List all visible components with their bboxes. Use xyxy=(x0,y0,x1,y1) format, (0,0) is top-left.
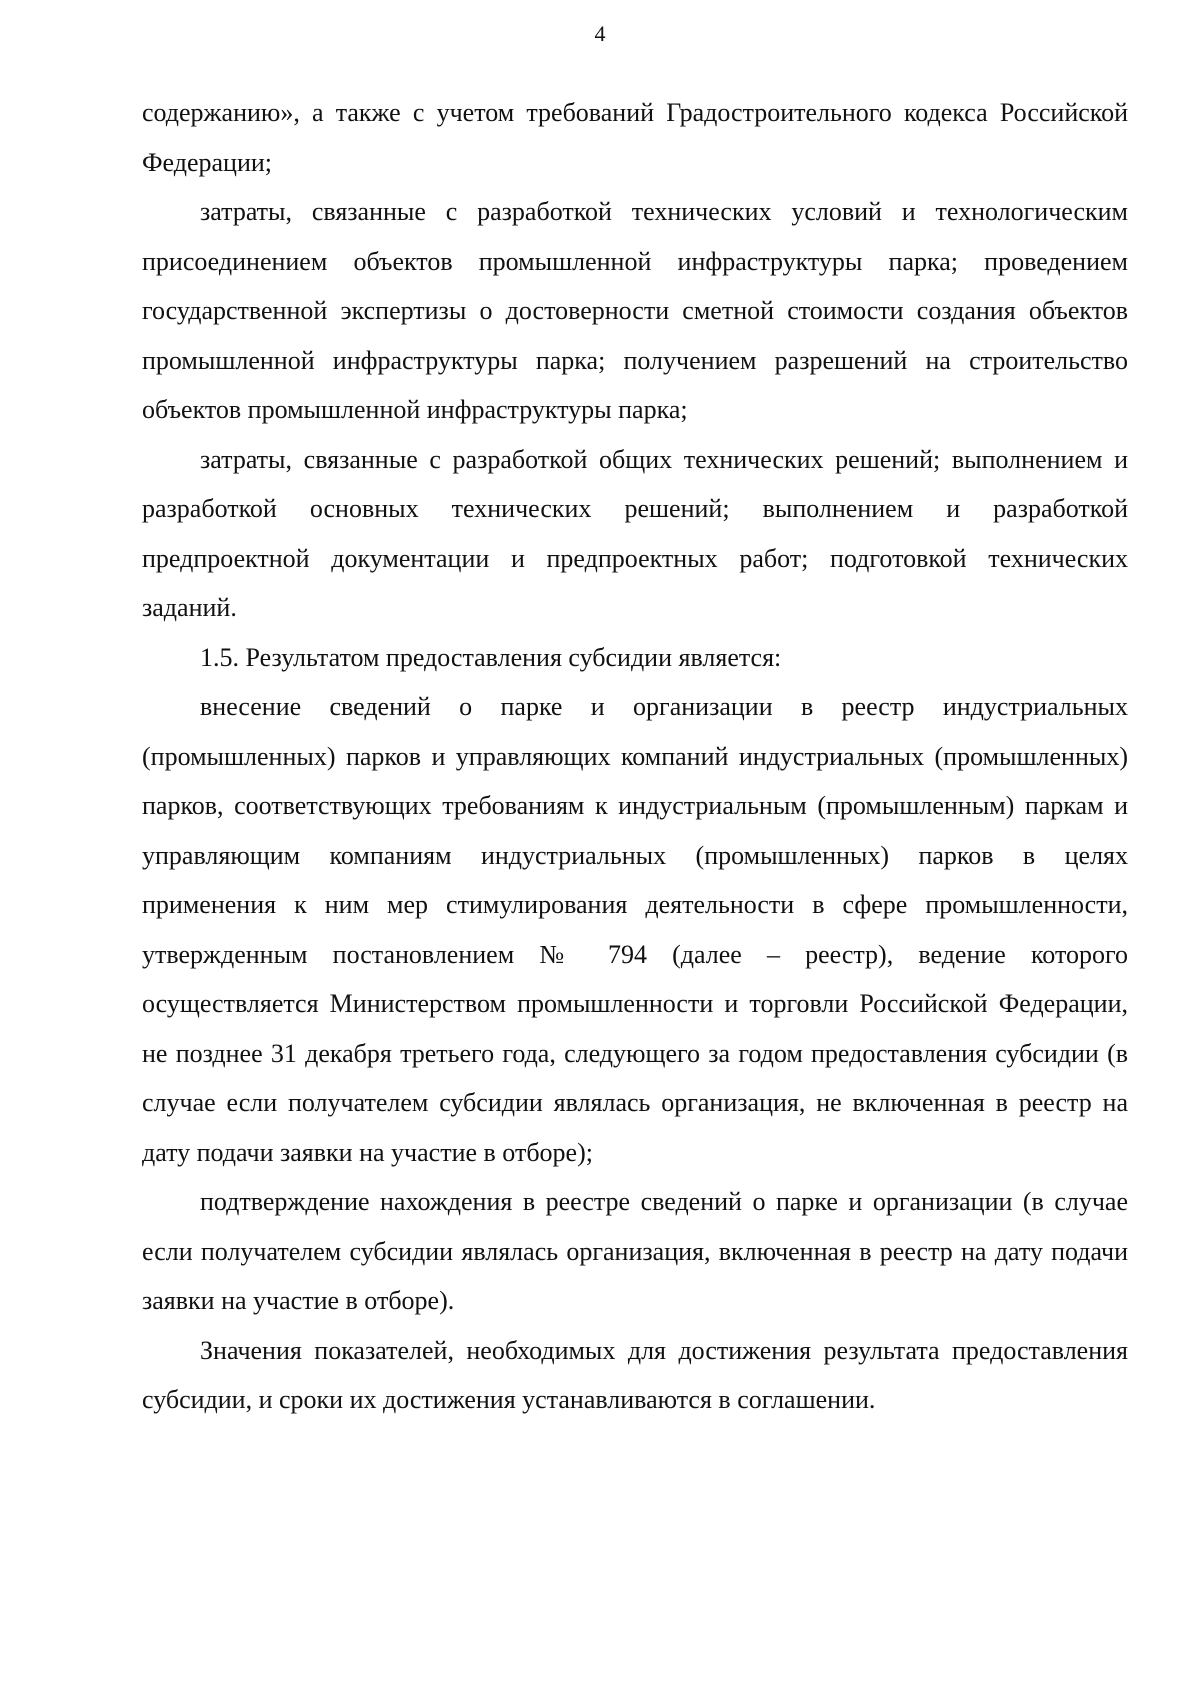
page-number: 4 xyxy=(594,21,606,46)
paragraph-indicators: Значения показателей, необходимых для достижения результата предоставления субсидии, и сроки их достижения устанавливаются в соглашении. xyxy=(142,1335,1128,1414)
paragraph-registry-inclusion: внесение сведений о парке и организации в реестр индустриальных (промышленных) парков и управляющих компаний индустриальных (промышленных) парков, соответствующих требованиям к индустриальным (промышленным) паркам и управляющим компаниям индустриальных (промышленных) парков в целях применения к ним мер стимулирования деятельности в сфере промышленности, утвержденным постановлением № 794 (далее – реестр), ведение которого осуществляется Министерством промышленности и торговли Российской Федерации, не позднее 31 декабря третьего года, следующего за годом предоставления субсидии (в случае если получателем субсидии являлась организация, не включенная в реестр на дату подачи заявки на участие в отборе); xyxy=(142,692,1128,1167)
paragraph-costs-technical-conditions: затраты, связанные с разработкой технических условий и технологическим присоединением объектов промышленной инфраструктуры парка; проведением государственной экспертизы о достоверности сметной стоимости создания объектов промышленной инфраструктуры парка; получением разрешений на строительство объектов промышленной инфраструктуры парка; xyxy=(142,197,1128,424)
paragraph-continuation: содержанию», а также с учетом требований Градостроительного кодекса Российской Федерации; xyxy=(142,98,1128,177)
paragraph-registry-confirmation: подтверждение нахождения в реестре сведений о парке и организации (в случае если получателем субсидии являлась организация, включенная в реестр на дату подачи заявки на участие в отборе). xyxy=(142,1187,1128,1315)
section-heading-1-5: 1.5. Результатом предоставления субсидии является: xyxy=(200,642,782,672)
document-body xyxy=(142,88,1128,1425)
paragraph-costs-technical-solutions: затраты, связанные с разработкой общих технических решений; выполнением и разработкой основных технических решений; выполнением и разработкой предпроектной документации и предпроектных работ; подготовкой технических заданий. xyxy=(142,444,1128,622)
